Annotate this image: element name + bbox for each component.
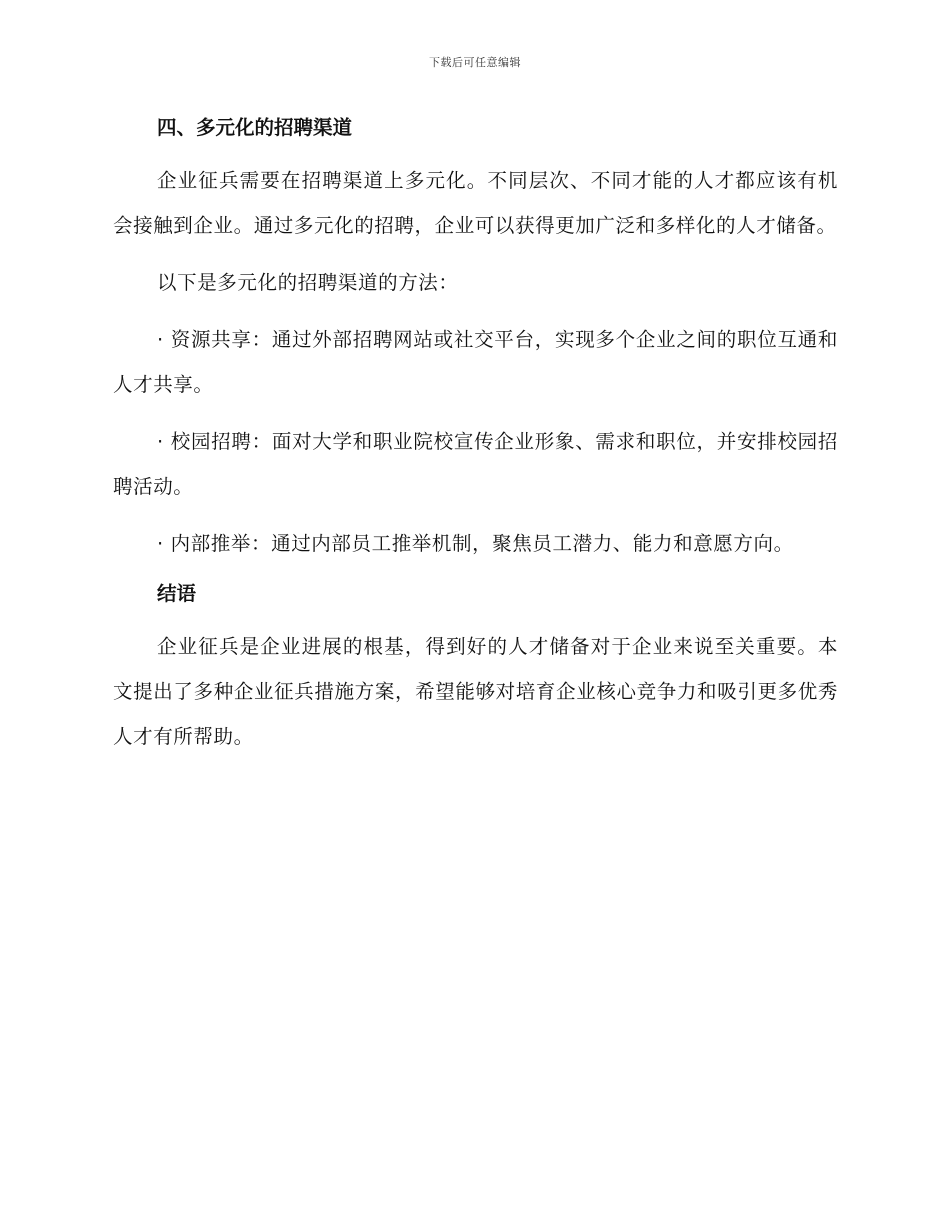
intro-paragraph: 企业征兵需要在招聘渠道上多元化。不同层次、不同才能的人才都应该有机会接触到企业。通过多元化的招聘，企业可以获得更加广泛和多样化的人才储备。 (113, 169, 838, 237)
header-note: 下载后可任意编辑 (429, 56, 521, 69)
conclusion-paragraph: 企业征兵是企业进展的根基，得到好的人才储备对于企业来说至关重要。本文提出了多种企业征兵措施方案，希望能够对培育企业核心竞争力和吸引更多优秀人才有所帮助。 (113, 635, 838, 748)
document-body (113, 112, 838, 759)
method-item-resource-sharing: · 资源共享：通过外部招聘网站或社交平台，实现多个企业之间的职位互通和人才共享。 (113, 328, 838, 396)
method-item-internal-referral: · 内部推举：通过内部员工推举机制，聚焦员工潜力、能力和意愿方向。 (157, 532, 794, 555)
section-heading: 四、多元化的招聘渠道 (157, 116, 353, 139)
method-item-campus-recruiting: · 校园招聘：面对大学和职业院校宣传企业形象、需求和职位，并安排校园招聘活动。 (113, 430, 838, 498)
conclusion-heading: 结语 (157, 582, 197, 605)
methods-intro-paragraph: 以下是多元化的招聘渠道的方法： (157, 271, 459, 294)
